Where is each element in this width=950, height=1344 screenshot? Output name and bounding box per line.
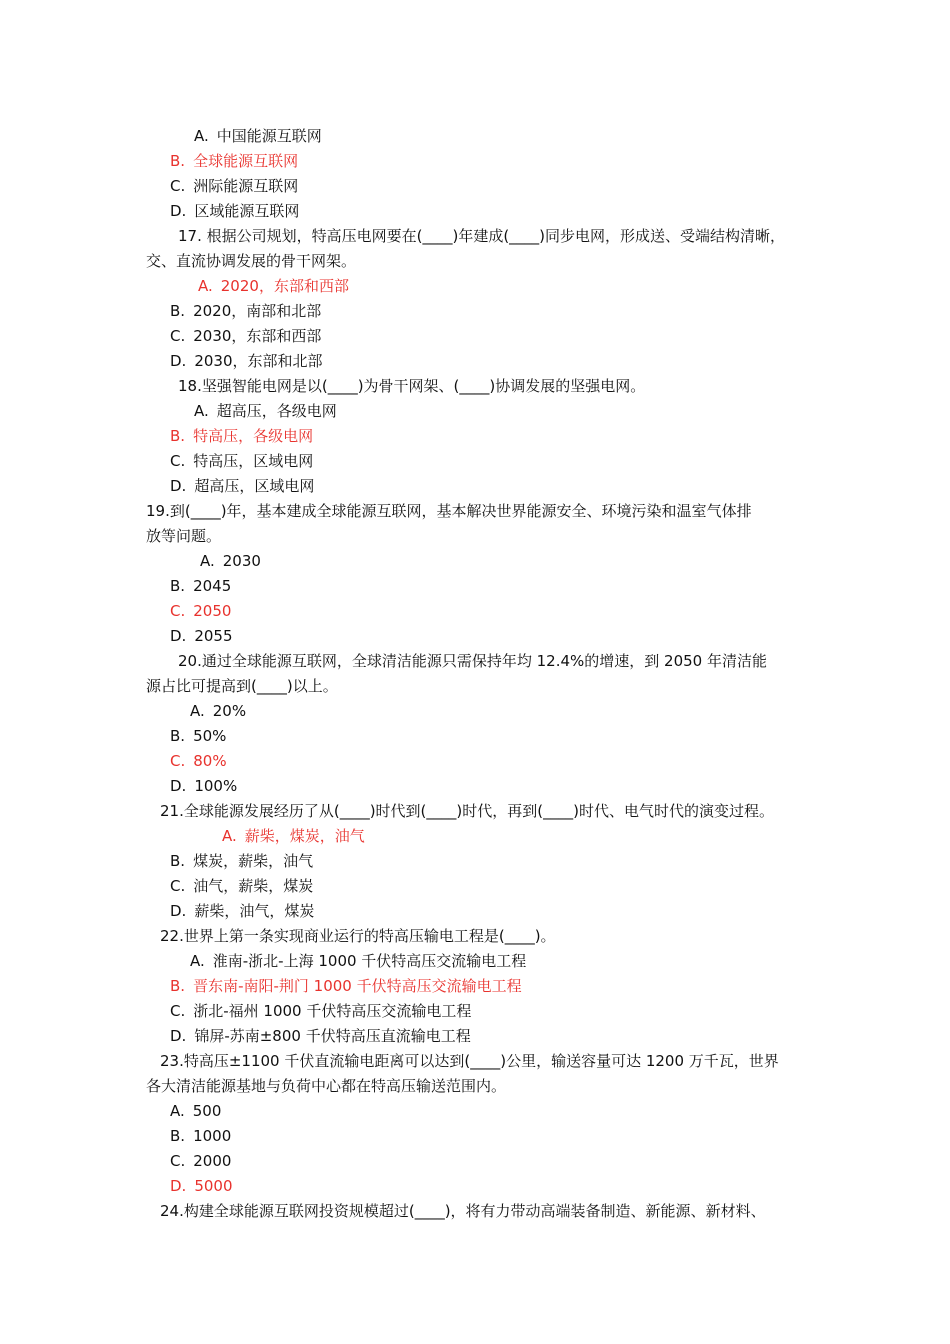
q20-stem-line1: 20.通过全球能源互联网，全球清洁能源只需保持年均 12.4%的增速，到 2050 年清洁能 — [178, 652, 767, 670]
q23-option-c: C. 2000 — [170, 1152, 232, 1170]
q22-option-a: A. 淮南-浙北-上海 1000 千伏特高压交流输电工程 — [190, 952, 527, 970]
q17-stem-line2: 交、直流协调发展的骨干网架。 — [146, 252, 357, 270]
q16-option-c: C. 洲际能源互联网 — [170, 177, 299, 195]
q17-option-d: D. 2030，东部和北部 — [170, 352, 323, 370]
q17-stem-line1: 17. 根据公司规划，特高压电网要在(____)年建成(____)同步电网，形成送、受端结构清晰， — [178, 227, 786, 245]
q21-option-c: C. 油气，薪柴，煤炭 — [170, 877, 314, 895]
q20-stem-line2: 源占比可提高到(____)以上。 — [146, 677, 338, 695]
q21-option-a-answer: A. 薪柴，煤炭，油气 — [222, 827, 365, 845]
q17-option-a-answer: A. 2020，东部和西部 — [198, 277, 349, 295]
q16-option-d: D. 区域能源互联网 — [170, 202, 300, 220]
q23-stem-line2: 各大清洁能源基地与负荷中心都在特高压输送范围内。 — [146, 1077, 507, 1095]
q19-stem-line2: 放等问题。 — [146, 527, 222, 545]
q20-option-a: A. 20% — [190, 702, 247, 720]
q18-stem-line1: 18.坚强智能电网是以(____)为骨干网架、(____)协调发展的坚强电网。 — [178, 377, 646, 395]
q20-option-c-answer: C. 80% — [170, 752, 227, 770]
q19-option-a: A. 2030 — [200, 552, 261, 570]
q19-option-d: D. 2055 — [170, 627, 233, 645]
q18-option-c: C. 特高压，区域电网 — [170, 452, 314, 470]
q18-option-b-answer: B. 特高压，各级电网 — [170, 427, 314, 445]
q22-option-c: C. 浙北-福州 1000 千伏特高压交流输电工程 — [170, 1002, 472, 1020]
q17-option-b: B. 2020，南部和北部 — [170, 302, 322, 320]
q18-option-a: A. 超高压，各级电网 — [194, 402, 337, 420]
q24-stem-line1: 24.构建全球能源互联网投资规模超过(____)，将有力带动高端装备制造、新能源、新材料、 — [160, 1202, 766, 1220]
q20-option-b: B. 50% — [170, 727, 227, 745]
q23-option-a: A. 500 — [170, 1102, 222, 1120]
q17-option-c: C. 2030，东部和西部 — [170, 327, 322, 345]
q19-option-c-answer: C. 2050 — [170, 602, 232, 620]
q16-option-b-answer: B. 全球能源互联网 — [170, 152, 299, 170]
q21-option-b: B. 煤炭，薪柴，油气 — [170, 852, 314, 870]
q18-option-d: D. 超高压，区域电网 — [170, 477, 315, 495]
q22-stem-line1: 22.世界上第一条实现商业运行的特高压输电工程是(____)。 — [160, 927, 556, 945]
q19-option-b: B. 2045 — [170, 577, 232, 595]
q21-option-d: D. 薪柴，油气，煤炭 — [170, 902, 315, 920]
q20-option-d: D. 100% — [170, 777, 238, 795]
q21-stem-line1: 21.全球能源发展经历了从(____)时代到(____)时代，再到(____)时代、电气时代的演变过程。 — [160, 802, 774, 820]
q23-option-b: B. 1000 — [170, 1127, 232, 1145]
q23-stem-line1: 23.特高压±1100 千伏直流输电距离可以达到(____)公里，输送容量可达 1200 万千瓦，世界 — [160, 1052, 779, 1070]
q19-stem-line1: 19.到(____)年，基本建成全球能源互联网，基本解决世界能源安全、环境污染和温室气体排 — [146, 502, 752, 520]
q16-option-a: A. 中国能源互联网 — [194, 127, 322, 145]
q22-option-b-answer: B. 晋东南-南阳-荆门 1000 千伏特高压交流输电工程 — [170, 977, 522, 995]
q23-option-d-answer: D. 5000 — [170, 1177, 233, 1195]
q22-option-d: D. 锦屏-苏南±800 千伏特高压直流输电工程 — [170, 1027, 471, 1045]
